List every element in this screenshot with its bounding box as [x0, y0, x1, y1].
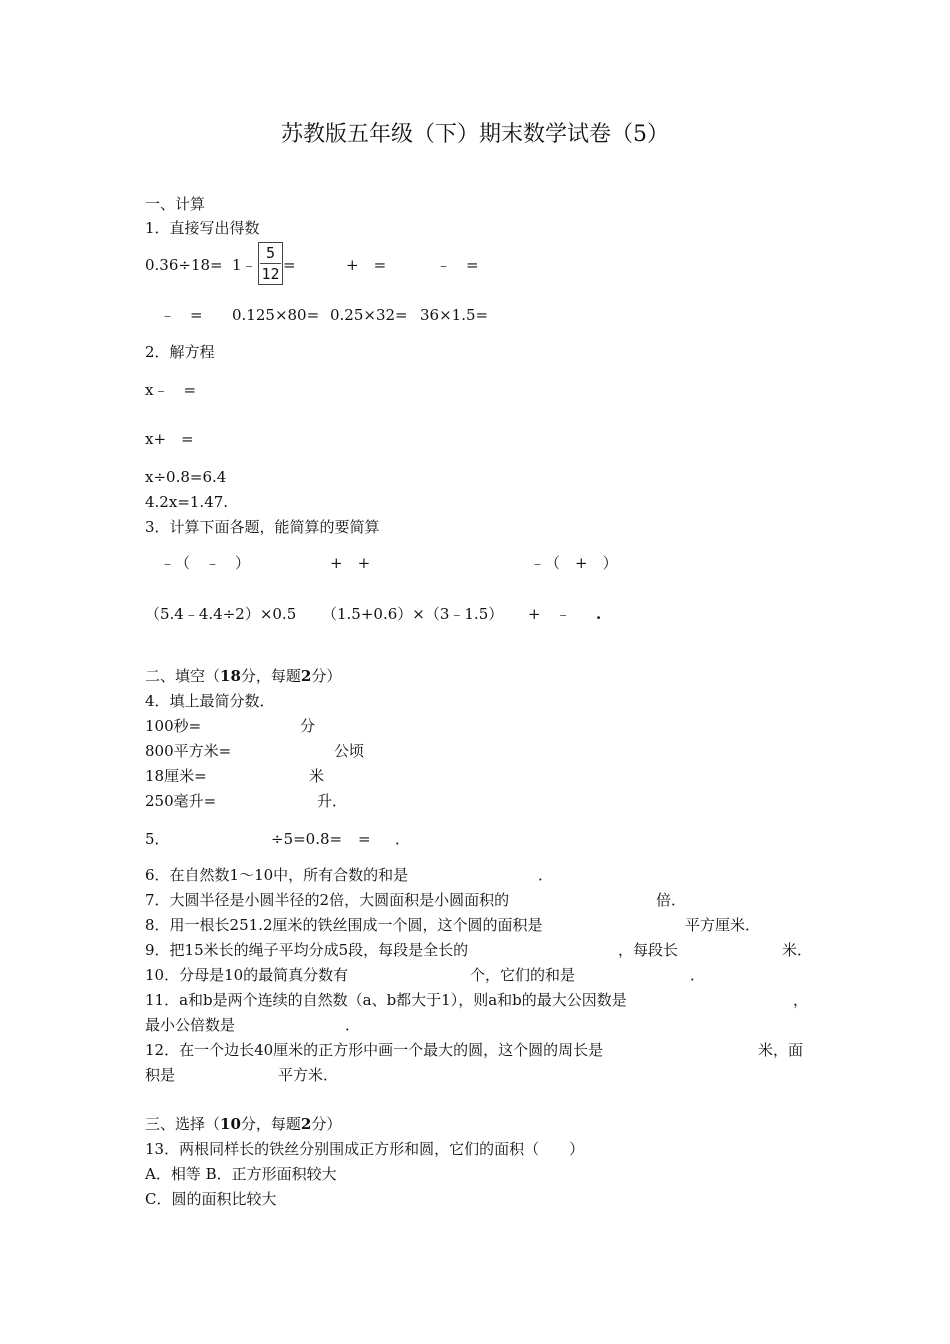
equation-1: x﹣ =	[145, 381, 197, 399]
heading-text: 分，每题	[240, 1115, 301, 1133]
question-13-stem: 13．两根同样长的铁丝分别围成正方形和圆，它们的面积（ ）	[145, 1140, 585, 1158]
q4-line-2-prefix: 800平方米=	[145, 742, 232, 760]
q1-item-2-equals: =	[283, 256, 296, 274]
q1-item-2-prefix: 1﹣	[232, 256, 257, 274]
heading-text: 分）	[311, 1115, 342, 1133]
question-5-end: ．	[395, 830, 411, 848]
q4-line-1-prefix: 100秒=	[145, 717, 202, 735]
q1-item-1: 0.36÷18=	[145, 256, 223, 274]
question-2-label: 2．解方程	[145, 343, 215, 361]
section-heading-fill-in	[145, 666, 341, 686]
question-5-number: 5．	[145, 830, 170, 848]
question-4-label: 4．填上最简分数．	[145, 692, 275, 710]
q3-item-2: + +	[330, 554, 371, 572]
q3-item-6-dot: .	[596, 605, 602, 623]
question-9-mid: ，每段长	[618, 941, 679, 959]
question-8-end: 平方厘米．	[685, 916, 761, 934]
question-13-option-c: C．圆的面积比较大	[145, 1190, 277, 1208]
question-7-text: 7．大圆半径是小圆半径的2倍，大圆面积是小圆面积的	[145, 891, 510, 909]
q4-line-4-prefix: 250毫升=	[145, 792, 217, 810]
question-6-end: ．	[538, 866, 554, 884]
q4-line-3-prefix: 18厘米=	[145, 767, 207, 785]
q1-item-7: 0.25×32=	[330, 306, 408, 324]
q1-item-8: 36×1.5=	[420, 306, 489, 324]
question-12-cont: 积是	[145, 1066, 176, 1084]
question-10-text: 10．分母是10的最简真分数有	[145, 966, 349, 984]
question-3-label: 3．计算下面各题，能简算的要简算	[145, 518, 380, 536]
heading-score: 10	[220, 1115, 241, 1133]
heading-text: 分）	[311, 667, 342, 685]
fraction-5-12	[258, 242, 283, 285]
heading-text: 二、填空（	[145, 667, 221, 685]
page-title: 苏教版五年级（下）期末数学试卷（5）	[281, 122, 669, 147]
q1-item-5: ﹣ =	[160, 306, 203, 324]
equation-4: 4.2x=1.47.	[145, 493, 229, 511]
question-11-comma: ，	[793, 991, 809, 1009]
fraction-bar	[260, 263, 281, 264]
equation-3: x÷0.8=6.4	[145, 468, 227, 486]
question-9-text: 9．把15米长的绳子平均分成5段，每段是全长的	[145, 941, 469, 959]
section-heading-calculation: 一、计算	[145, 195, 206, 213]
q3-item-5: （1.5+0.6）×（3﹣1.5）	[322, 605, 504, 623]
q3-item-4: （5.4﹣4.4÷2）×0.5	[145, 605, 297, 623]
question-5-expr: ÷5=0.8=	[271, 830, 343, 848]
q1-item-4: ﹣ =	[436, 256, 479, 274]
section-heading-choice	[145, 1114, 341, 1134]
fraction-numerator: 5	[265, 244, 276, 262]
question-9-end: 米．	[782, 941, 813, 959]
question-7-end: 倍．	[656, 891, 687, 909]
q3-item-3: ﹣（ + ）	[530, 554, 618, 572]
q4-line-2-unit: 公顷	[334, 742, 365, 760]
q3-item-1: ﹣（ ﹣ ）	[160, 554, 251, 572]
equation-2: x+ =	[145, 430, 194, 448]
question-12-mid: 米，面	[758, 1041, 804, 1059]
q4-line-3-unit: 米	[309, 767, 325, 785]
question-11-text: 11．a和b是两个连续的自然数（a、b都大于1），则a和b的最大公因数是	[145, 991, 627, 1009]
question-11-cont: 最小公倍数是	[145, 1016, 236, 1034]
q3-item-6: + ﹣	[528, 605, 571, 623]
question-10-mid: 个，它们的和是	[470, 966, 576, 984]
question-5-equals: =	[358, 830, 371, 848]
q1-item-6: 0.125×80=	[232, 306, 320, 324]
heading-per-question: 2	[300, 667, 312, 685]
q4-line-1-unit: 分	[300, 717, 316, 735]
question-8-text: 8．用一根长251.2厘米的铁丝围成一个圆，这个圆的面积是	[145, 916, 543, 934]
q1-item-3: + =	[346, 256, 387, 274]
question-6-text: 6．在自然数1～10中，所有合数的和是	[145, 866, 409, 884]
question-11-end: ．	[345, 1016, 361, 1034]
question-13-options-ab: A．相等 B．正方形面积较大	[145, 1165, 337, 1183]
heading-text: 三、选择（	[145, 1115, 221, 1133]
fraction-denominator: 12	[261, 265, 280, 283]
question-1-label: 1．直接写出得数	[145, 219, 260, 237]
heading-score: 18	[220, 667, 241, 685]
question-12-text: 12．在一个边长40厘米的正方形中画一个最大的圆，这个圆的周长是	[145, 1041, 604, 1059]
heading-per-question: 2	[300, 1115, 312, 1133]
question-12-end: 平方米．	[278, 1066, 339, 1084]
question-10-end: ．	[690, 966, 706, 984]
heading-text: 分，每题	[240, 667, 301, 685]
q4-line-4-unit: 升．	[317, 792, 348, 810]
